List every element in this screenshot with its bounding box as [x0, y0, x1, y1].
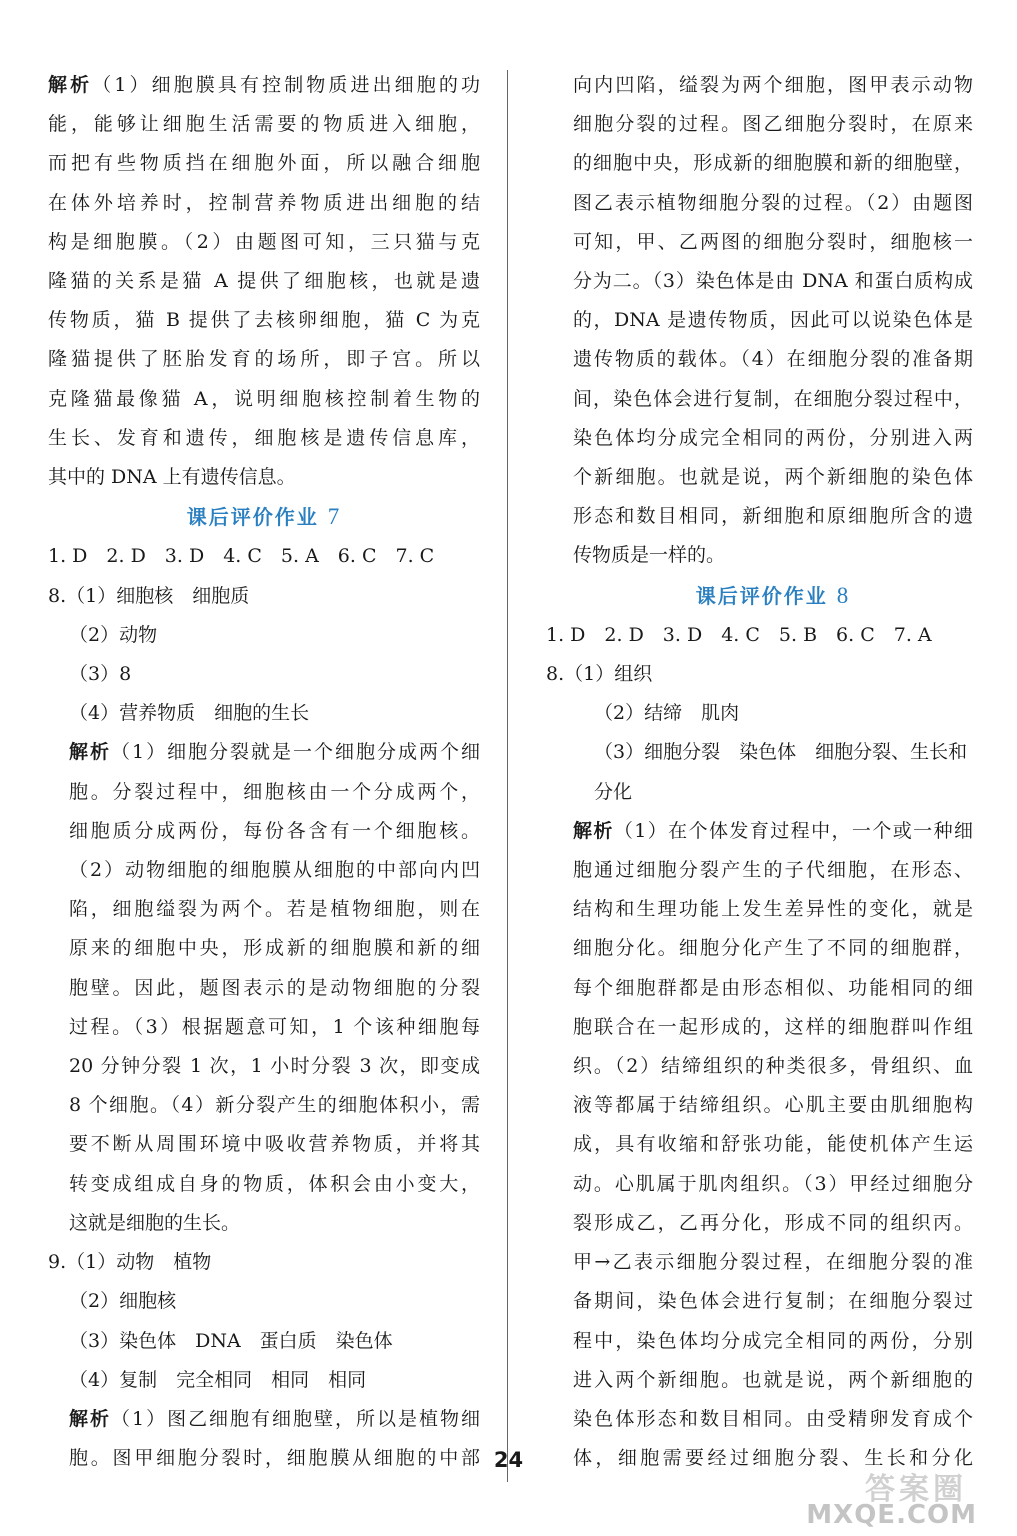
text-line: 在体外培养时，控制营养物质进出细胞的结: [48, 191, 480, 214]
watermark-bottom-text: MXQE.COM: [806, 1500, 977, 1530]
text-line: （3）细胞分裂 染色体 细胞分裂、生长和: [594, 741, 968, 764]
text-line: 的细胞中央，形成新的细胞膜和新的细胞壁，: [573, 152, 973, 175]
analysis-line: [48, 1400, 480, 1439]
analysis-line: [573, 812, 973, 851]
text-line: （2）动物细胞的细胞膜从细胞的中部向内凹: [69, 859, 480, 882]
text-line: 9.（1）动物 植物: [48, 1251, 212, 1274]
text-line: 能，能够让细胞生活需要的物质进入细胞，: [48, 113, 480, 136]
text-line: 细胞分化。细胞分化产生了不同的细胞群，: [573, 937, 973, 960]
section-heading-number: 8: [836, 582, 851, 608]
text-line: 每个细胞群都是由形态相似、功能相同的细: [573, 976, 973, 999]
text-line: 间，染色体会进行复制，在细胞分裂过程中，: [573, 387, 973, 410]
section-heading-number: 7: [327, 504, 342, 530]
text-line: 隆猫的关系是猫 A 提供了细胞核，也就是遗: [48, 270, 480, 293]
text-line: 而把有些物质挡在细胞外面，所以融合细胞: [48, 152, 480, 175]
analysis-label: 解析: [69, 1407, 111, 1430]
text-line: 8 个细胞。（4）新分裂产生的细胞体积小，需: [69, 1094, 480, 1117]
text-line: 细胞分裂的过程。图乙细胞分裂时，在原来: [573, 113, 973, 136]
text-line: 细胞质分成两份，每份各含有一个细胞核。: [69, 819, 480, 842]
text-line: 体，细胞需要经过细胞分裂、生长和分化: [573, 1447, 973, 1470]
analysis-text: （1）图乙细胞有细胞壁，所以是植物细: [111, 1407, 480, 1430]
analysis-text: （1）细胞膜具有控制物质进出细胞的功: [92, 74, 480, 96]
page-number: 24: [493, 1448, 524, 1472]
text-line: （4）营养物质 细胞的生长: [69, 702, 310, 725]
text-line: 20 分钟分裂 1 次，1 小时分裂 3 次，即变成: [69, 1055, 480, 1078]
text-line: 传物质，猫 B 提供了去核卵细胞，猫 C 为克: [48, 309, 480, 332]
text-line: 染色体形态和数目相同。由受精卵发育成个: [573, 1407, 973, 1430]
analysis-label: 解析: [573, 819, 614, 842]
text-line: 裂形成乙，乙再分化，形成不同的组织丙。: [573, 1211, 973, 1234]
text-line: （4）复制 完全相同 相同 相同: [69, 1368, 367, 1391]
analysis-text: （1）细胞分裂就是一个细胞分成两个细: [111, 741, 480, 764]
text-line: 成，具有收缩和舒张功能，能使机体产生运: [573, 1133, 973, 1156]
text-line: 8.（1）组织: [546, 663, 653, 686]
section-heading: [573, 576, 973, 616]
text-line: （3）染色体 DNA 蛋白质 染色体: [69, 1329, 393, 1352]
analysis-label: 解析: [48, 74, 93, 96]
text-line: 液等都属于结缔组织。心肌主要由肌细胞构: [573, 1094, 973, 1117]
watermark-top-text: 答案圈: [865, 1472, 967, 1507]
text-line: 构是细胞膜。（2）由题图可知，三只猫与克: [48, 230, 480, 253]
text-line: 过程。（3）根据题意可知，1 个该种细胞每: [69, 1015, 480, 1038]
text-line: 分为二。（3）染色体是由 DNA 和蛋白质构成: [573, 270, 973, 293]
analysis-text: （1）在个体发育过程中，一个或一种细: [613, 819, 973, 842]
text-line: 进入两个新细胞。也就是说，两个新细胞的: [573, 1368, 973, 1391]
section-heading-text: 课后评价作业: [186, 505, 319, 530]
text-line: 转变成组成自身的物质，体积会由小变大，: [69, 1172, 480, 1195]
text-line: 胞联合在一起形成的，这样的细胞群叫作组: [573, 1015, 973, 1038]
text-line: 原来的细胞中央，形成新的细胞膜和新的细: [69, 937, 480, 960]
text-line: 克隆猫最像猫 A，说明细胞核控制着生物的: [48, 387, 480, 410]
text-line: 可知，甲、乙两图的细胞分裂时，细胞核一: [573, 230, 973, 253]
text-line: 1. D 2. D 3. D 4. C 5. B 6. C 7. A: [546, 623, 932, 646]
analysis-line: [48, 66, 480, 105]
text-line: 向内凹陷，缢裂为两个细胞，图甲表示动物: [573, 74, 973, 96]
text-line: 胞。图甲细胞分裂时，细胞膜从细胞的中部: [69, 1447, 480, 1470]
text-line: 个新细胞。也就是说，两个新细胞的染色体: [573, 466, 973, 489]
text-line: 程中，染色体均分成完全相同的两份，分别: [573, 1329, 973, 1352]
text-line: 1. D 2. D 3. D 4. C 5. A 6. C 7. C: [48, 545, 435, 568]
text-line: （3）8: [69, 663, 132, 686]
text-line: 其中的 DNA 上有遗传信息。: [48, 466, 296, 489]
text-line: 的，DNA 是遗传物质，因此可以说染色体是: [573, 309, 973, 332]
analysis-line: [48, 733, 480, 772]
watermark-logo: [807, 1464, 977, 1530]
text-line: 图乙表示植物细胞分裂的过程。（2）由题图: [573, 191, 973, 214]
right-column: [546, 66, 973, 1478]
text-line: 胞壁。因此，题图表示的是动物细胞的分裂: [69, 976, 480, 999]
text-line: 结构和生理功能上发生差异性的变化，就是: [573, 898, 973, 921]
text-line: 织。（2）结缔组织的种类很多，骨组织、血: [573, 1055, 973, 1078]
text-line: 陷，细胞缢裂为两个。若是植物细胞，则在: [69, 898, 480, 921]
text-line: 甲→乙表示细胞分裂过程，在细胞分裂的准: [573, 1251, 973, 1274]
section-heading-text: 课后评价作业: [695, 583, 828, 608]
text-line: （2）结缔 肌肉: [594, 702, 740, 725]
text-line: 形态和数目相同，新细胞和原细胞所含的遗: [573, 505, 973, 528]
text-line: 传物质是一样的。: [573, 544, 726, 567]
text-line: （2）细胞核: [69, 1290, 177, 1313]
text-line: 隆猫提供了胚胎发育的场所，即子宫。所以: [48, 348, 480, 371]
left-column: [48, 66, 480, 1478]
text-line: 备期间，染色体会进行复制；在细胞分裂过: [573, 1290, 973, 1313]
text-line: 动。心肌属于肌肉组织。（3）甲经过细胞分: [573, 1172, 973, 1195]
column-divider: [507, 70, 508, 1482]
text-line: 分化: [594, 780, 633, 803]
text-line: 这就是细胞的生长。: [69, 1211, 241, 1234]
text-line: 胞。分裂过程中，细胞核由一个分成两个，: [69, 780, 480, 803]
text-line: 生长、发育和遗传，细胞核是遗传信息库，: [48, 426, 480, 449]
text-line: 胞通过细胞分裂产生的子代细胞，在形态、: [573, 859, 973, 882]
text-line: （2）动物: [69, 623, 158, 646]
analysis-label: 解析: [69, 741, 111, 764]
text-line: 染色体均分成完全相同的两份，分别进入两: [573, 426, 973, 449]
section-heading: [48, 497, 480, 537]
text-line: 要不断从周围环境中吸收营养物质，并将其: [69, 1133, 480, 1156]
text-line: 遗传物质的载体。（4）在细胞分裂的准备期: [573, 348, 973, 371]
text-line: 8.（1）细胞核 细胞质: [48, 584, 250, 607]
